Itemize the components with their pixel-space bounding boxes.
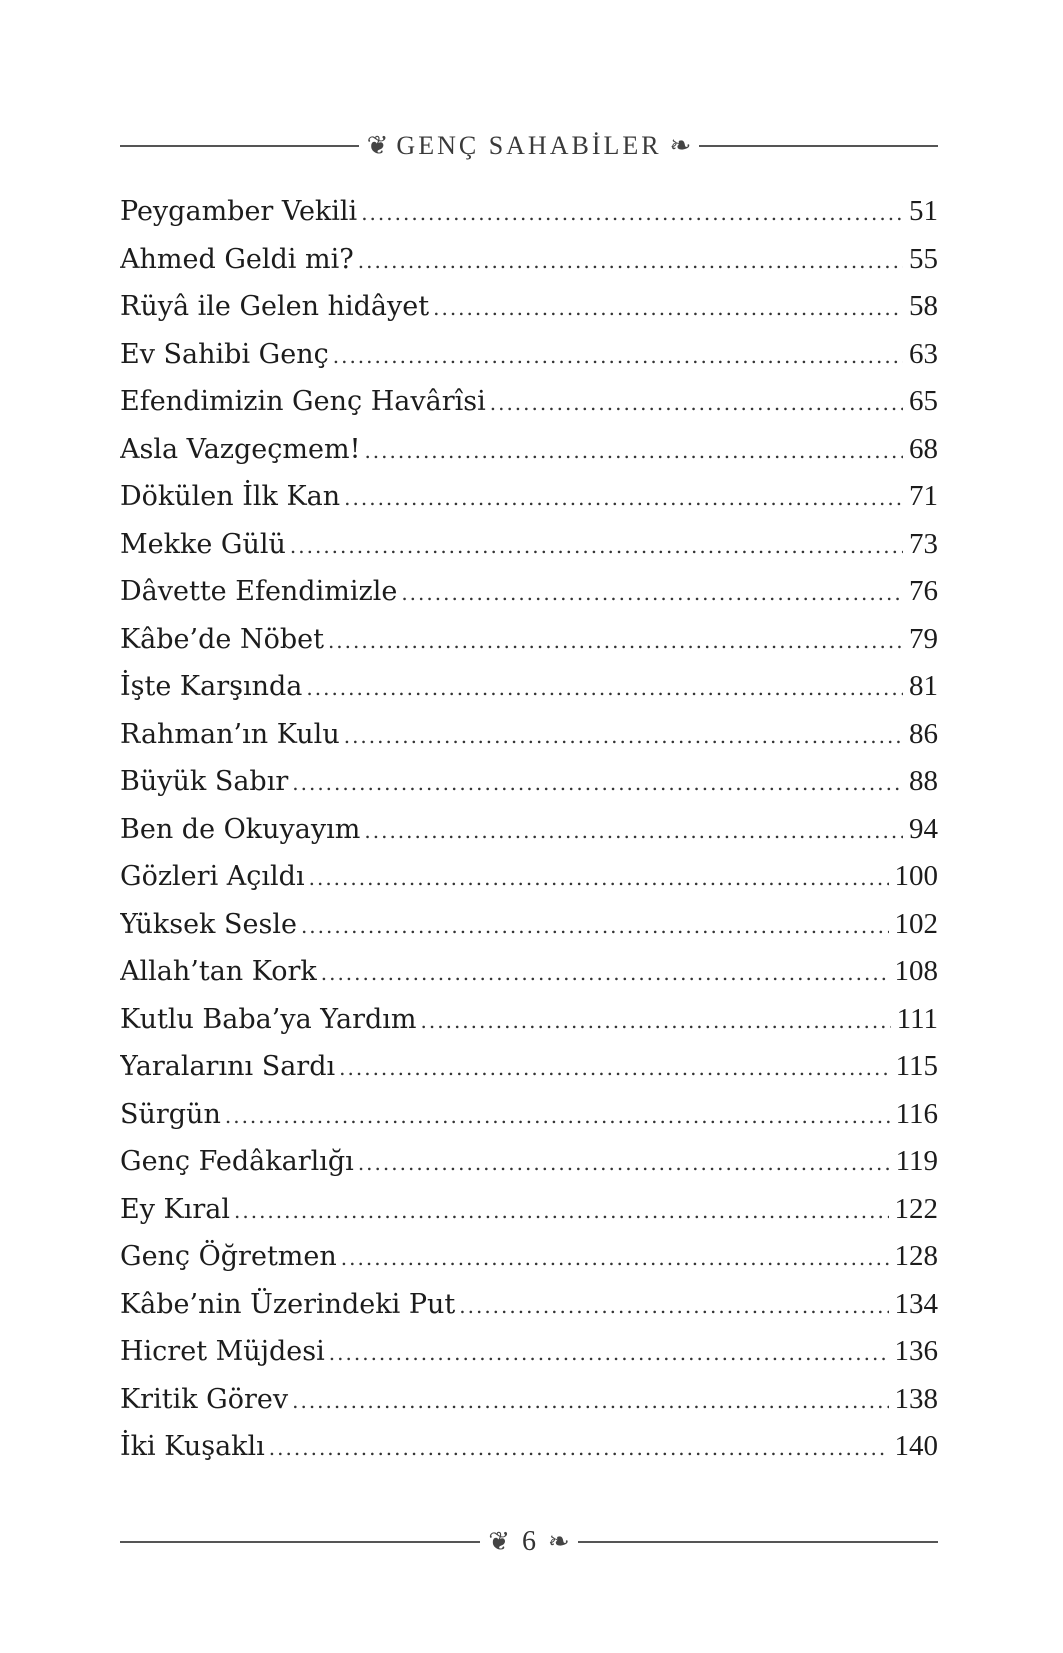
toc-entry-page: 51 <box>909 195 938 227</box>
footer-rule-right <box>578 1541 938 1543</box>
toc-entry-title: Efendimizin Genç Havârîsi <box>120 386 486 417</box>
toc-entry <box>120 1328 938 1376</box>
toc-entry-title: Ben de Okuyayım <box>120 813 361 845</box>
toc-dot-leader <box>290 523 903 569</box>
toc-entry-page: 140 <box>894 1430 938 1462</box>
toc-entry-title: Sürgün <box>120 1098 221 1130</box>
toc-entry-page: 122 <box>894 1192 938 1225</box>
toc-entry <box>120 901 938 949</box>
toc-entry-page: 116 <box>895 1097 938 1130</box>
toc-entry-page: 76 <box>909 575 938 607</box>
toc-entry-title: İki Kuşaklı <box>120 1431 265 1462</box>
toc-entry-title: Ey Kıral <box>120 1193 230 1225</box>
toc-entry-page: 138 <box>894 1382 938 1415</box>
header-rule-right <box>699 145 938 147</box>
toc-entry-page: 115 <box>895 1050 938 1082</box>
toc-entry-page: 58 <box>909 290 938 322</box>
toc-entry-page: 73 <box>909 527 938 560</box>
toc-entry-page: 68 <box>909 432 938 465</box>
toc-entry-page: 63 <box>909 337 938 370</box>
toc-entry-title: Rüyâ ile Gelen hidâyet <box>120 291 430 322</box>
toc-entry <box>120 1091 938 1139</box>
book-title: GENÇ SAHABİLER <box>396 131 662 160</box>
toc-entry-title: Mekke Gülü <box>120 528 286 560</box>
page-footer <box>120 1520 938 1564</box>
toc-entry-page: 55 <box>909 242 938 275</box>
toc-dot-leader <box>344 713 903 759</box>
toc-entry <box>120 521 938 569</box>
toc-entry-title: Rahman’ın Kulu <box>120 718 340 750</box>
toc-entry-title: Yaralarını Sardı <box>120 1051 336 1082</box>
toc-entry-page: 134 <box>894 1287 938 1320</box>
toc-entry-title: Allah’tan Kork <box>120 956 317 987</box>
toc-entry-page: 65 <box>909 385 938 417</box>
left-ornament-icon: ❦ <box>366 131 389 161</box>
toc-entry <box>120 1281 938 1329</box>
toc-entry-title: Kâbe’nin Üzerindeki Put <box>120 1288 456 1320</box>
toc-entry-title: Ev Sahibi Genç <box>120 338 329 370</box>
toc-entry-page: 108 <box>894 955 938 987</box>
toc-dot-leader <box>341 1235 889 1281</box>
page-number: 6 <box>522 1526 536 1557</box>
toc-entry-title: Yüksek Sesle <box>120 908 297 940</box>
toc-dot-leader <box>401 570 903 616</box>
toc-entry <box>120 426 938 474</box>
toc-dot-leader <box>459 1283 888 1329</box>
toc-entry <box>120 568 938 616</box>
footer-left-ornament-icon: ❦ <box>488 1527 510 1557</box>
toc-entry <box>120 711 938 759</box>
toc-dot-leader <box>306 665 903 711</box>
toc-entry-page: 94 <box>909 812 938 845</box>
toc-dot-leader <box>364 428 903 474</box>
toc-entry-title: Hicret Müjdesi <box>120 1336 325 1367</box>
running-header <box>120 124 938 168</box>
toc-dot-leader <box>421 998 891 1044</box>
toc-entry-page: 136 <box>894 1335 938 1367</box>
toc-entry-page: 79 <box>909 622 938 655</box>
toc-entry-page: 111 <box>896 1002 938 1035</box>
toc-dot-leader <box>225 1093 890 1139</box>
toc-entry-title: Büyük Sabır <box>120 766 289 797</box>
toc-entry-page: 86 <box>909 717 938 750</box>
toc-entry <box>120 758 938 806</box>
toc-entry-title: Ahmed Geldi mi? <box>120 243 354 275</box>
toc-entry-page: 128 <box>894 1240 938 1272</box>
toc-dot-leader <box>234 1188 889 1234</box>
toc-entry-page: 81 <box>909 670 938 702</box>
table-of-contents <box>120 188 938 1471</box>
toc-entry-title: Dökülen İlk Kan <box>120 481 341 512</box>
toc-entry <box>120 1233 938 1281</box>
toc-dot-leader <box>309 855 889 901</box>
toc-dot-leader <box>329 1330 889 1376</box>
toc-entry <box>120 948 938 996</box>
toc-entry <box>120 473 938 521</box>
toc-dot-leader <box>358 1140 890 1186</box>
toc-entry <box>120 331 938 379</box>
toc-dot-leader <box>292 760 903 806</box>
toc-entry-title: İşte Karşında <box>120 671 303 702</box>
toc-entry-title: Genç Fedâkarlığı <box>120 1146 354 1177</box>
toc-dot-leader <box>358 238 903 284</box>
toc-entry-title: Asla Vazgeçmem! <box>120 433 361 465</box>
toc-dot-leader <box>301 903 889 949</box>
toc-dot-leader <box>361 190 903 236</box>
toc-entry-title: Kritik Görev <box>120 1383 289 1415</box>
toc-entry <box>120 188 938 236</box>
footer-right-ornament-icon: ❧ <box>548 1527 570 1557</box>
toc-dot-leader <box>364 808 903 854</box>
toc-dot-leader <box>269 1425 889 1471</box>
right-ornament-icon: ❧ <box>669 131 692 161</box>
toc-entry <box>120 1186 938 1234</box>
toc-entry-title: Kâbe’de Nöbet <box>120 623 324 655</box>
toc-entry <box>120 1423 938 1471</box>
toc-entry-title: Genç Öğretmen <box>120 1241 337 1272</box>
toc-dot-leader <box>433 285 903 331</box>
toc-entry-page: 119 <box>895 1145 938 1177</box>
toc-entry-page: 100 <box>894 860 938 892</box>
toc-entry-title: Dâvette Efendimizle <box>120 576 398 607</box>
toc-dot-leader <box>328 618 903 664</box>
toc-entry-title: Peygamber Vekili <box>120 196 358 227</box>
toc-entry <box>120 806 938 854</box>
toc-entry-title: Kutlu Baba’ya Yardım <box>120 1003 417 1035</box>
toc-dot-leader <box>321 950 889 996</box>
toc-entry <box>120 1138 938 1186</box>
toc-dot-leader <box>344 475 903 521</box>
toc-dot-leader <box>339 1045 889 1091</box>
toc-entry-page: 88 <box>909 765 938 797</box>
toc-entry <box>120 1043 938 1091</box>
toc-entry <box>120 663 938 711</box>
header-rule-left <box>120 145 359 147</box>
toc-dot-leader <box>490 380 903 426</box>
toc-entry-page: 71 <box>909 480 938 512</box>
toc-entry-title: Gözleri Açıldı <box>120 861 305 892</box>
toc-entry <box>120 853 938 901</box>
toc-entry <box>120 996 938 1044</box>
toc-entry-page: 102 <box>894 907 938 940</box>
toc-entry <box>120 378 938 426</box>
toc-entry <box>120 616 938 664</box>
toc-entry <box>120 1376 938 1424</box>
toc-dot-leader <box>292 1378 888 1424</box>
toc-entry <box>120 236 938 284</box>
toc-dot-leader <box>333 333 903 379</box>
footer-rule-left <box>120 1541 480 1543</box>
toc-entry <box>120 283 938 331</box>
